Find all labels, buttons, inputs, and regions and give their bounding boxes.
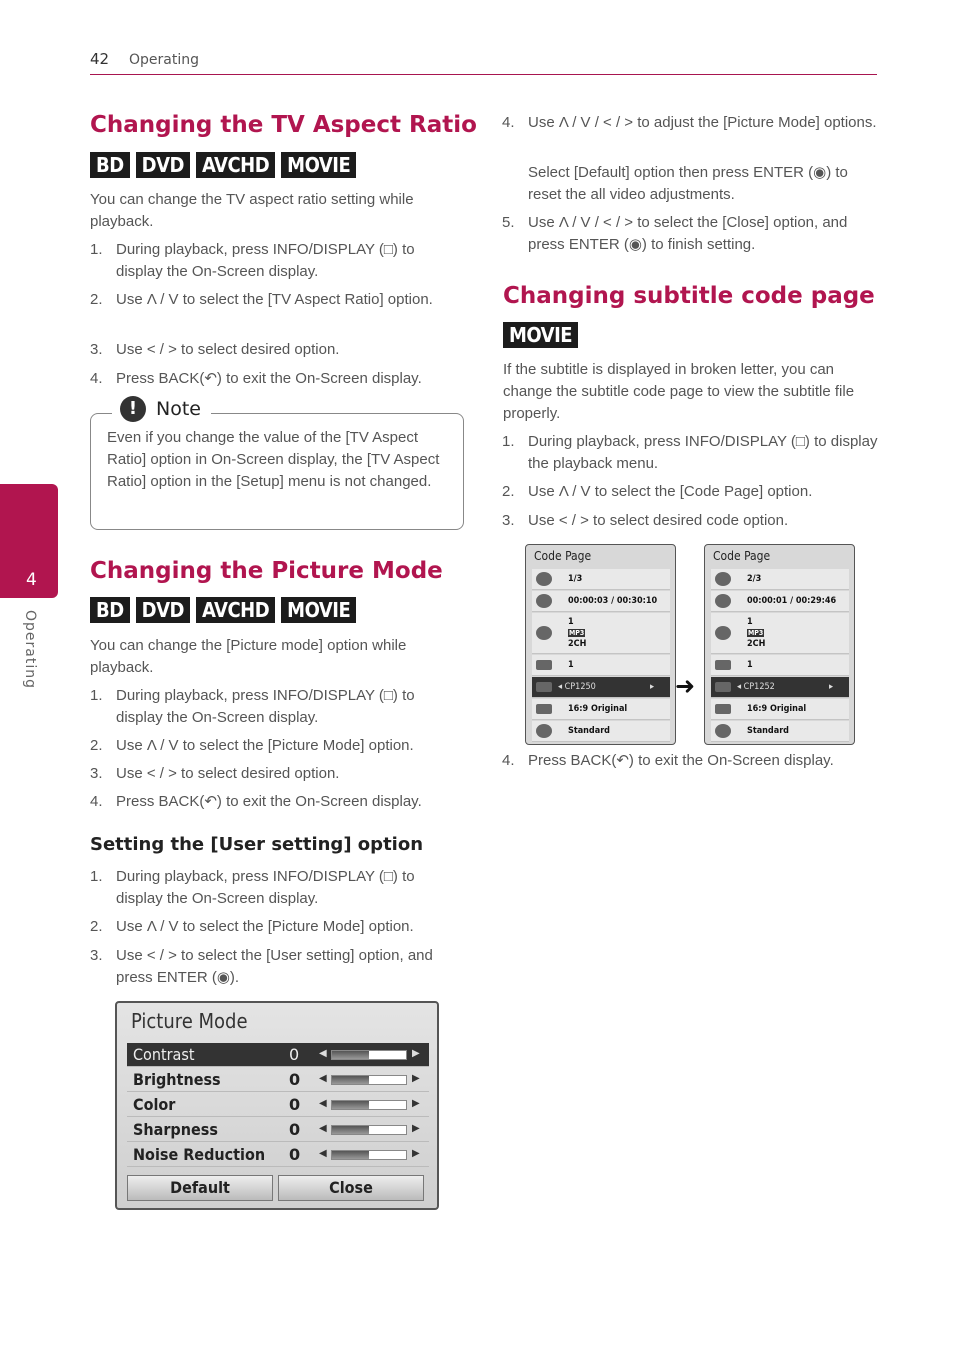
subtitle-step-2 xyxy=(502,481,878,503)
step-number: 5. xyxy=(502,214,515,231)
row-label: Color xyxy=(133,1095,176,1114)
code-value: CP1250 xyxy=(564,682,596,692)
right-arrow-icon[interactable]: ▶ xyxy=(412,1073,420,1084)
step-number: 2. xyxy=(502,483,515,500)
step-number: 1. xyxy=(502,433,515,450)
user-step-3 xyxy=(90,945,461,989)
step-text: During playback, press INFO/DISPLAY (□) to display the On-Screen display. xyxy=(116,868,415,907)
row-text: 16:9 Original xyxy=(568,704,628,714)
row-text: 1 xyxy=(568,660,574,670)
aspect-intro: You can change the TV aspect ratio setting while playback. xyxy=(90,191,414,230)
exclamation-icon: ! xyxy=(120,396,146,422)
audio-format: MP3 xyxy=(748,629,764,637)
step-text: Use < / > to select desired option. xyxy=(116,341,340,358)
left-arrow-icon[interactable]: ◀ xyxy=(319,1048,327,1059)
step-text: During playback, press INFO/DISPLAY (□) to display the On-Screen display. xyxy=(116,241,415,280)
subtitle-icon xyxy=(715,660,731,670)
clock-icon xyxy=(715,594,731,608)
audio-format: MP3 xyxy=(569,629,585,637)
picture-step-3 xyxy=(90,763,461,785)
left-arrow-icon[interactable]: ◀ xyxy=(319,1098,327,1109)
picture-step-4-adjust xyxy=(502,112,878,134)
step-text: Use < / > to select desired option. xyxy=(116,765,340,782)
step-text: Press BACK(↶) to exit the On-Screen display. xyxy=(528,752,834,769)
row-text: 00:00:01 / 00:29:46 xyxy=(747,596,837,606)
row-text: 1/3 xyxy=(568,574,583,584)
row-label: Brightness xyxy=(133,1070,221,1089)
picture-mode-menu xyxy=(115,1001,439,1210)
left-arrow-icon[interactable]: ◀ xyxy=(319,1148,327,1159)
row-text: 2/3 xyxy=(747,574,762,584)
level-fill xyxy=(332,1101,369,1109)
step-text: Use Λ / V / < / > to adjust the [Picture Mode] options. xyxy=(528,114,877,131)
row-text: Standard xyxy=(747,726,789,736)
code-icon xyxy=(715,682,731,692)
step-text: During playback, press INFO/DISPLAY (□) to display the playback menu. xyxy=(528,433,878,472)
screen-icon xyxy=(536,704,552,714)
menu-row-contrast[interactable] xyxy=(127,1043,429,1067)
subtitle-badges xyxy=(503,322,578,348)
row-title xyxy=(711,569,849,590)
step-text: Press BACK(↶) to exit the On-Screen display. xyxy=(116,370,422,387)
step-text: Use Λ / V to select the [Code Page] option. xyxy=(528,483,813,500)
picture-icon xyxy=(536,724,552,738)
aspect-step-2 xyxy=(90,289,461,311)
step-text: During playback, press INFO/DISPLAY (□) to display the On-Screen display. xyxy=(116,687,415,726)
subtitle-step-4 xyxy=(502,750,878,772)
menu-title: Picture Mode xyxy=(131,1009,248,1033)
panel-title: Code Page xyxy=(534,549,592,563)
badge-movie: MOVIE xyxy=(503,322,578,348)
default-button[interactable]: Default xyxy=(127,1175,273,1201)
user-step-1 xyxy=(90,866,461,910)
row-time xyxy=(532,591,670,612)
badge-bd: BD xyxy=(90,597,130,623)
speaker-icon xyxy=(536,626,552,640)
right-arrow-icon: ▸ xyxy=(650,682,655,692)
step-text: Use Λ / V to select the [Picture Mode] option. xyxy=(116,918,414,935)
row-text: 00:00:03 / 00:30:10 xyxy=(568,596,658,606)
picture-step-2 xyxy=(90,735,461,757)
picture-title: Changing the Picture Mode xyxy=(90,558,443,584)
step-text: Press BACK(↶) to exit the On-Screen display. xyxy=(116,793,422,810)
level-bar xyxy=(331,1125,407,1135)
disc-icon xyxy=(536,572,552,586)
subtitle-step-3 xyxy=(502,510,878,532)
step-number: 4. xyxy=(502,114,515,131)
step-text: Use < / > to select desired code option. xyxy=(528,512,789,529)
badge-movie: MOVIE xyxy=(281,152,356,178)
left-arrow-icon[interactable]: ◀ xyxy=(319,1073,327,1084)
picture-step-1 xyxy=(90,685,461,729)
right-arrow-icon[interactable]: ▶ xyxy=(412,1123,420,1134)
row-subtitle xyxy=(532,655,670,676)
row-mode xyxy=(532,721,670,742)
step-number: 2. xyxy=(90,918,103,935)
row-time xyxy=(711,591,849,612)
picture-intro: You can change the [Picture mode] option while playback. xyxy=(90,637,407,676)
row-value: 0 xyxy=(289,1070,301,1089)
code-icon xyxy=(536,682,552,692)
screen-icon xyxy=(715,704,731,714)
picture-badges xyxy=(90,597,356,623)
chapter-number: 4 xyxy=(26,570,37,590)
step-number: 3. xyxy=(502,512,515,529)
subtitle-step-1 xyxy=(502,431,878,475)
note-header xyxy=(112,396,211,422)
subtitle-title: Changing subtitle code page xyxy=(503,283,875,309)
menu-row-brightness[interactable] xyxy=(127,1068,429,1092)
audio-track: 1 xyxy=(568,617,574,627)
badge-dvd: DVD xyxy=(136,152,190,178)
row-label: Sharpness xyxy=(133,1120,218,1139)
step-text: Use Λ / V to select the [TV Aspect Ratio] option. xyxy=(116,291,433,308)
chapter-label: Operating xyxy=(22,610,38,689)
row-text: Standard xyxy=(568,726,610,736)
row-audio xyxy=(532,613,670,654)
row-aspect xyxy=(532,699,670,720)
badge-avchd: AVCHD xyxy=(196,152,275,178)
step-number: 4. xyxy=(90,370,103,387)
badge-movie: MOVIE xyxy=(281,597,356,623)
badge-avchd: AVCHD xyxy=(196,597,275,623)
row-text: 1 xyxy=(747,660,753,670)
row-label: Contrast xyxy=(133,1045,195,1064)
code-value: CP1252 xyxy=(743,682,775,692)
section-title: Operating xyxy=(129,52,199,68)
row-title xyxy=(532,569,670,590)
audio-track: 1 xyxy=(747,617,753,627)
user-setting-title: Setting the [User setting] option xyxy=(90,834,424,855)
right-arrow-icon: ➜ xyxy=(675,672,696,700)
panel-title: Code Page xyxy=(713,549,771,563)
row-audio xyxy=(711,613,849,654)
subtitle-intro: If the subtitle is displayed in broken letter, you can change the subtitle code page to view the subtitle file properly. xyxy=(503,361,855,422)
level-bar xyxy=(331,1150,407,1160)
step-text: Use Λ / V to select the [Picture Mode] option. xyxy=(116,737,414,754)
audio-channels: 2CH xyxy=(568,639,587,649)
level-fill xyxy=(332,1076,369,1084)
close-button[interactable]: Close xyxy=(278,1175,424,1201)
badge-bd: BD xyxy=(90,152,130,178)
aspect-step-3 xyxy=(90,339,461,361)
row-value: 0 xyxy=(289,1095,301,1114)
disc-icon xyxy=(715,572,731,586)
row-value: 0 xyxy=(289,1145,301,1164)
level-bar xyxy=(331,1075,407,1085)
note-text: Even if you change the value of the [TV Aspect Ratio] option in On-Screen display, the [TV Aspect Ratio] option in the [Setup] menu is not changed. xyxy=(107,429,440,490)
step-number: 2. xyxy=(90,737,103,754)
user-step-2 xyxy=(90,916,461,938)
clock-icon xyxy=(536,594,552,608)
aspect-step-4 xyxy=(90,368,461,390)
row-label: Noise Reduction xyxy=(133,1145,266,1164)
row-value: 0 xyxy=(289,1045,300,1064)
left-arrow-icon[interactable]: ◀ xyxy=(319,1123,327,1134)
right-arrow-icon[interactable]: ▶ xyxy=(412,1098,420,1109)
picture-step-4-default xyxy=(528,162,878,206)
right-arrow-icon: ▸ xyxy=(829,682,834,692)
row-aspect xyxy=(711,699,849,720)
right-arrow-icon[interactable]: ▶ xyxy=(412,1148,420,1159)
picture-step-5 xyxy=(502,212,878,256)
menu-row-color[interactable] xyxy=(127,1093,429,1117)
aspect-badges xyxy=(90,152,356,178)
step-number: 1. xyxy=(90,687,103,704)
audio-channels: 2CH xyxy=(747,639,766,649)
aspect-step-1 xyxy=(90,239,461,283)
subtitle-icon xyxy=(536,660,552,670)
step-number: 3. xyxy=(90,765,103,782)
step-text: Use Λ / V / < / > to select the [Close] option, and press ENTER (◉) to finish setting. xyxy=(528,214,848,253)
level-bar xyxy=(331,1050,407,1060)
level-bar xyxy=(331,1100,407,1110)
level-fill xyxy=(332,1051,369,1059)
row-value: 0 xyxy=(289,1120,301,1139)
menu-row-noise-reduction[interactable] xyxy=(127,1143,429,1167)
step-number: 1. xyxy=(90,868,103,885)
step-number: 3. xyxy=(90,947,103,964)
badge-dvd: DVD xyxy=(136,597,190,623)
level-fill xyxy=(332,1126,369,1134)
aspect-title: Changing the TV Aspect Ratio xyxy=(90,112,477,138)
speaker-icon xyxy=(715,626,731,640)
step-number: 1. xyxy=(90,241,103,258)
picture-icon xyxy=(715,724,731,738)
right-arrow-icon[interactable]: ▶ xyxy=(412,1048,420,1059)
step-number: 3. xyxy=(90,341,103,358)
menu-row-sharpness[interactable] xyxy=(127,1118,429,1142)
code-page-panel-after xyxy=(704,544,855,745)
row-code-page[interactable]: ◂ CP1250 ▸ xyxy=(532,677,670,698)
step-number: 2. xyxy=(90,291,103,308)
row-subtitle xyxy=(711,655,849,676)
header-divider xyxy=(90,74,877,75)
page-number: 42 xyxy=(90,50,110,68)
step-number: 4. xyxy=(90,793,103,810)
step-text: Use < / > to select the [User setting] option, and press ENTER (◉). xyxy=(116,947,433,986)
step-text: Select [Default] option then press ENTER (◉) to reset the all video adjustments. xyxy=(528,164,848,203)
note-title: Note xyxy=(156,398,201,420)
row-text: 16:9 Original xyxy=(747,704,807,714)
row-mode xyxy=(711,721,849,742)
code-page-panel-before xyxy=(525,544,676,745)
row-code-page[interactable]: ◂ CP1252 ▸ xyxy=(711,677,849,698)
picture-step-4 xyxy=(90,791,461,813)
step-number: 4. xyxy=(502,752,515,769)
level-fill xyxy=(332,1151,369,1159)
